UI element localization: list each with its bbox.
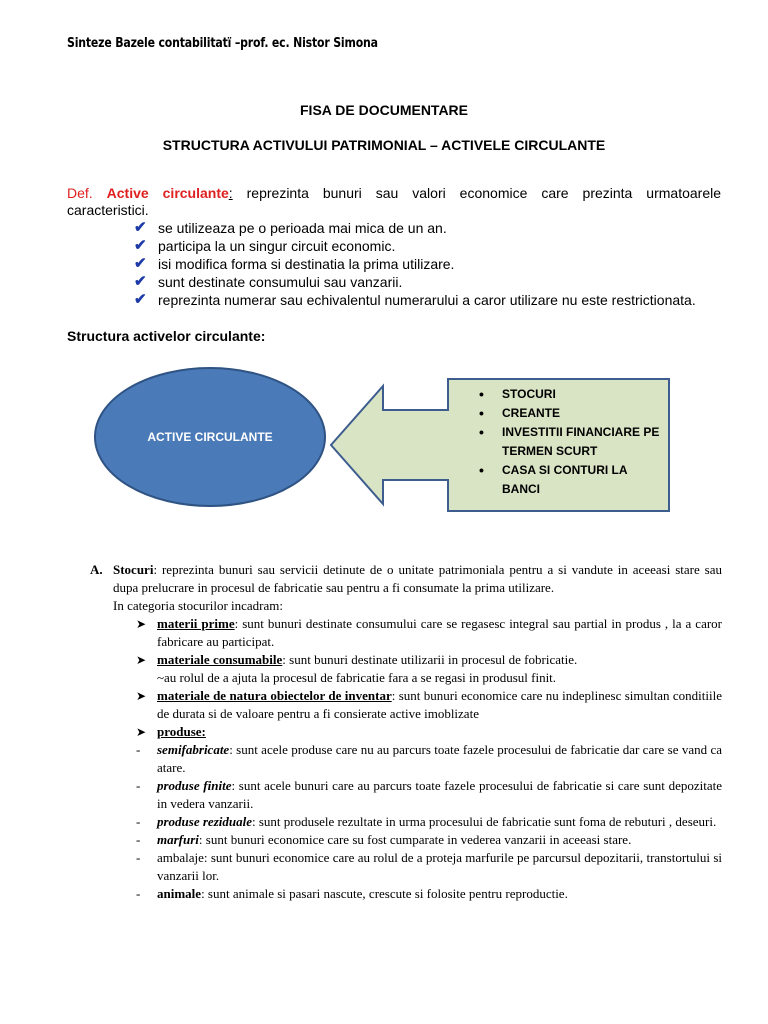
running-header: Sinteze Bazele contabilitatï –prof. ec. Nistor Simona (67, 36, 378, 51)
product-item: - ambalaje: sunt bunuri economice care au rolul de a proteja marfurile pe parcursul depozitarii, transtortului si vanzarii lor. (136, 850, 722, 883)
ellipse-label: ACTIVE CIRCULANTE (147, 430, 273, 444)
characteristic-item: ✔ isi modifica forma si destinatia la prima utilizare. (134, 255, 455, 272)
checkmark-icon: ✔ (134, 255, 147, 272)
section-stocuri (90, 561, 722, 903)
stocuri-definition (90, 561, 722, 597)
document-title: FISA DE DOCUMENTARE (300, 102, 468, 118)
structure-box-item: • STOCURI (478, 385, 668, 404)
checkmark-icon: ✔ (134, 273, 147, 290)
document-subtitle: STRUCTURA ACTIVULUI PATRIMONIAL – ACTIVELE CIRCULANTE (162, 137, 606, 153)
checkmark-icon: ✔ (134, 291, 147, 308)
stock-category-item: ➤ materii prime: sunt bunuri destinate consumului care se regasesc integral sau partial in produs , la a caror fabricare au participat. (136, 616, 722, 649)
definition-text: reprezinta bunuri sau valori economice care prezinta urmatoarele (232, 185, 721, 201)
checkmark-icon: ✔ (134, 219, 147, 236)
structure-box-item: • CASA SI CONTURI LA BANCI (478, 461, 668, 499)
product-item: - produse reziduale: sunt produsele rezultate in urma procesului de fabricatie sunt foma de rebuturi , deseuri. (136, 814, 717, 829)
definition-colon: : (228, 185, 233, 201)
structure-heading: Structura activelor circulante: (67, 328, 266, 344)
checkmark-icon: ✔ (134, 237, 147, 254)
stock-category-item: ➤ produse: (136, 724, 206, 739)
arrow-bullet-icon: ➤ (136, 689, 147, 703)
product-item: - semifabricate: sunt acele produse care nu au parcurs toate fazele procesului de fabricatie dar care se vand ca atare. (136, 742, 722, 775)
product-item: - marfuri: sunt bunuri economice care su fost cumparate in vederea vanzarii in aceeasi stare. (136, 832, 632, 847)
characteristic-item: ✔ participa la un singur circuit economic. (134, 237, 396, 254)
structure-box-list (478, 385, 668, 499)
structure-box-item: • INVESTITII FINANCIARE PE TERMEN SCURT (478, 423, 668, 461)
stock-category-item: ➤ materiale de natura obiectelor de inventar: sunt bunuri economice care nu indeplinesc simultan conditiile de durata si de valoare pentru a fi consierate active imoblizate (136, 688, 722, 721)
section-marker: A. (90, 562, 103, 577)
characteristic-item: ✔ reprezinta numerar sau echivalentul numerarului a caror utilizare nu este restrictionata. (134, 291, 696, 308)
definition-line-2: caracteristici. (67, 202, 149, 218)
definition-line (67, 185, 721, 202)
arrow-bullet-icon: ➤ (136, 617, 147, 631)
stocuri-term: Stocuri (113, 562, 154, 577)
characteristics-list (134, 219, 721, 309)
product-item: - animale: sunt animale si pasari nascute, crescute si folosite pentru reproductie. (136, 886, 568, 901)
category-line: In categoria stocurilor incadram: (113, 598, 284, 613)
arrow-bullet-icon: ➤ (136, 653, 147, 667)
stock-category-item: ➤ materiale consumabile: sunt bunuri destinate utilizarii in procesul de fobricatie. ~au rolul de a ajuta la procesul de fabricatie fara a se regasi in produsul finit. (136, 652, 578, 685)
definition-term: Active circulante (106, 185, 229, 201)
characteristic-item: ✔ se utilizeaza pe o perioada mai mica de un an. (134, 219, 447, 236)
arrow-bullet-icon: ➤ (136, 725, 147, 739)
product-item: - produse finite: sunt acele bunuri care au parcurs toate fazele procesului de fabricatie si care sunt depozitate in vedera vanzarii. (136, 778, 722, 811)
stocuri-intro: : reprezinta bunuri sau servicii detinute de o unitate patrimoniala pentru a si vandute in aceeasi stare sau dupa prelucrare in procesul de fabricatie sau pentru a fi consumate la prima utilizare. (113, 562, 722, 595)
definition-prefix: Def. (67, 185, 93, 201)
structure-box-item: • CREANTE (478, 404, 668, 423)
characteristic-item: ✔ sunt destinate consumului sau vanzarii. (134, 273, 403, 290)
